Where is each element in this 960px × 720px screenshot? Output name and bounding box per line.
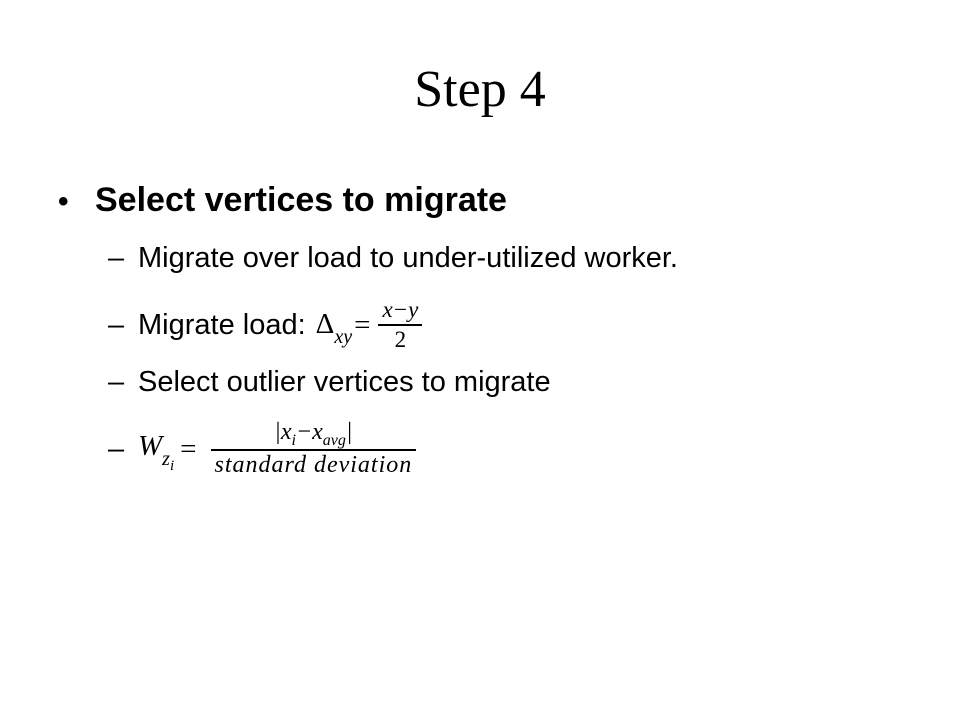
w-subscript (162, 448, 175, 474)
w-subscript-z: z (162, 448, 170, 470)
main-bullet (58, 178, 507, 224)
bullet-text: Select vertices to migrate (95, 181, 507, 219)
dash-marker: – (108, 309, 125, 341)
bullet-marker: • (58, 185, 69, 218)
w-subscript-i: i (169, 458, 175, 474)
dash-marker: – (108, 366, 125, 398)
numerator-close-bar: | (345, 419, 353, 445)
delta-symbol: Δ (315, 307, 335, 340)
subitem-migrate-overload (108, 238, 678, 278)
subitem-label: Migrate load: (138, 309, 306, 341)
dash-marker: – (108, 242, 125, 274)
subitem-migrate-load (108, 296, 422, 354)
fraction-denominator: 2 (394, 327, 407, 352)
equals-sign: = (354, 309, 371, 341)
subitem-text: Migrate over load to under-utilized worker. (138, 242, 678, 274)
w-symbol-group (138, 426, 175, 474)
delta-formula (316, 304, 352, 347)
subitem-text: Select outlier vertices to migrate (138, 366, 551, 398)
subitem-select-outliers (108, 362, 551, 402)
numerator-sub-avg: avg (322, 432, 346, 449)
zscore-fraction (211, 418, 417, 479)
delta-subscript: xy (334, 325, 353, 348)
numerator-x: |x (274, 419, 292, 445)
fraction-numerator: x−y (382, 297, 419, 322)
zscore-numerator (270, 418, 356, 449)
numerator-minus-x: −x (295, 419, 323, 445)
fraction (378, 296, 422, 354)
equals-sign: = (180, 432, 197, 465)
numerator-sub-i: i (291, 432, 296, 449)
slide-title: Step 4 (414, 61, 546, 118)
zscore-denominator: standard deviation (214, 452, 413, 478)
w-symbol: W (138, 430, 163, 462)
subitem-zscore-formula (108, 418, 416, 479)
dash-marker: – (108, 432, 125, 465)
